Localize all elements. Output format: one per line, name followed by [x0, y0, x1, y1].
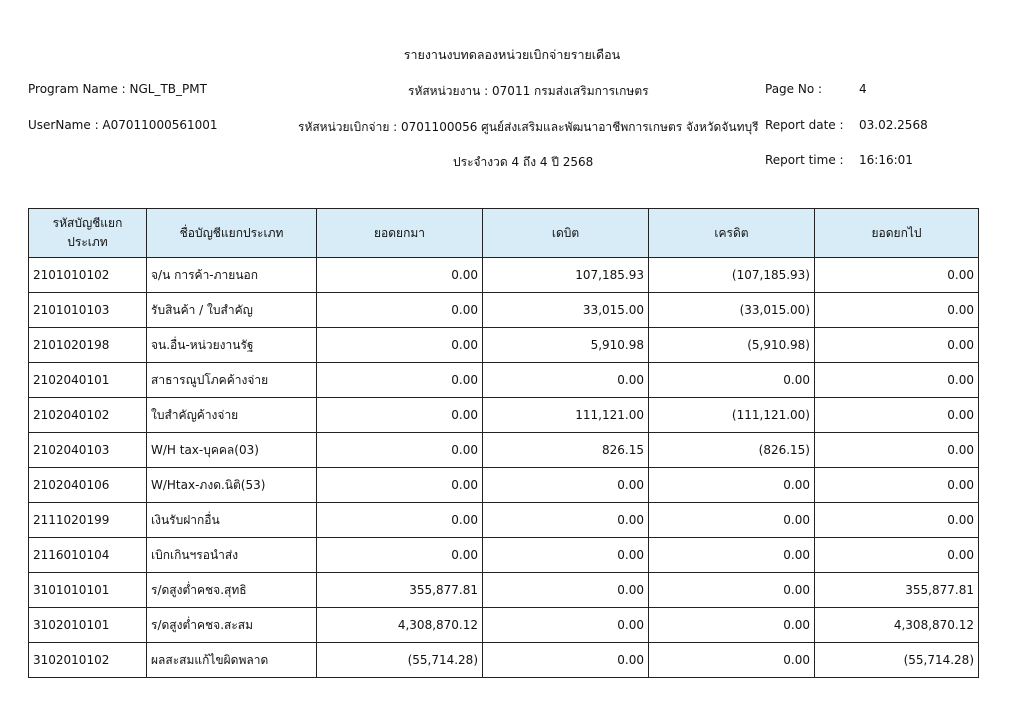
- account-code: 2111020199: [29, 503, 147, 538]
- account-code: 2101010102: [29, 258, 147, 293]
- table-row: [29, 433, 979, 468]
- report-title: รายงานงบทดลองหน่วยเบิกจ่ายรายเดือน: [403, 47, 621, 62]
- column-header: เครดิต: [649, 209, 815, 258]
- credit: (33,015.00): [649, 293, 815, 328]
- account-name: ร/ดสูงต่ำคชจ.สุทธิ: [147, 573, 317, 608]
- page-no-value: 4: [859, 82, 867, 96]
- table-row: [29, 363, 979, 398]
- credit: 0.00: [649, 468, 815, 503]
- debit: 107,185.93: [483, 258, 649, 293]
- report-date-value: 03.02.2568: [859, 118, 928, 132]
- account-name: W/H tax-บุคคล(03): [147, 433, 317, 468]
- account-name: เบิกเกินฯรอนำส่ง: [147, 538, 317, 573]
- opening-balance: 0.00: [317, 328, 483, 363]
- table-row: [29, 328, 979, 363]
- credit: 0.00: [649, 503, 815, 538]
- closing-balance: 0.00: [815, 258, 979, 293]
- table-row: [29, 258, 979, 293]
- page-no-label: Page No :: [765, 82, 823, 96]
- account-code: 3101010101: [29, 573, 147, 608]
- debit: 0.00: [483, 363, 649, 398]
- agency-code: รหัสหน่วยงาน : 07011 กรมส่งเสริมการเกษตร: [408, 84, 649, 98]
- account-code: 2102040102: [29, 398, 147, 433]
- account-code: 2101010103: [29, 293, 147, 328]
- trial-balance-table: [28, 208, 979, 678]
- debit: 5,910.98: [483, 328, 649, 363]
- report-time-value: 16:16:01: [859, 153, 913, 167]
- account-code: 2116010104: [29, 538, 147, 573]
- debit: 0.00: [483, 573, 649, 608]
- table-row: [29, 643, 979, 678]
- account-name: ใบสำคัญค้างจ่าย: [147, 398, 317, 433]
- account-name: W/Htax-ภงด.นิติ(53): [147, 468, 317, 503]
- debit: 111,121.00: [483, 398, 649, 433]
- report-date-label: Report date :: [765, 118, 844, 132]
- closing-balance: 355,877.81: [815, 573, 979, 608]
- opening-balance: 0.00: [317, 293, 483, 328]
- closing-balance: 0.00: [815, 503, 979, 538]
- debit: 33,015.00: [483, 293, 649, 328]
- program-name: Program Name : NGL_TB_PMT: [28, 82, 207, 96]
- opening-balance: 0.00: [317, 503, 483, 538]
- opening-balance: 355,877.81: [317, 573, 483, 608]
- table-row: [29, 503, 979, 538]
- closing-balance: 0.00: [815, 398, 979, 433]
- closing-balance: 0.00: [815, 293, 979, 328]
- account-code: 3102010102: [29, 643, 147, 678]
- account-name: จ/น การค้า-ภายนอก: [147, 258, 317, 293]
- credit: (107,185.93): [649, 258, 815, 293]
- closing-balance: 0.00: [815, 328, 979, 363]
- opening-balance: 0.00: [317, 433, 483, 468]
- closing-balance: (55,714.28): [815, 643, 979, 678]
- debit: 0.00: [483, 468, 649, 503]
- account-name: ร/ดสูงต่ำคชจ.สะสม: [147, 608, 317, 643]
- account-name: ผลสะสมแก้ไขผิดพลาด: [147, 643, 317, 678]
- account-code: 2101020198: [29, 328, 147, 363]
- report-time-label: Report time :: [765, 153, 844, 167]
- account-code: 2102040101: [29, 363, 147, 398]
- debit: 0.00: [483, 608, 649, 643]
- credit: 0.00: [649, 363, 815, 398]
- column-header: เดบิต: [483, 209, 649, 258]
- account-name: รับสินค้า / ใบสำคัญ: [147, 293, 317, 328]
- disbursing-unit: รหัสหน่วยเบิกจ่าย : 0701100056 ศูนย์ส่งเสริมและพัฒนาอาชีพการเกษตร จังหวัดจันทบุรี: [298, 120, 759, 134]
- table-row: [29, 608, 979, 643]
- table-header-row: [29, 209, 979, 258]
- closing-balance: 0.00: [815, 433, 979, 468]
- opening-balance: 4,308,870.12: [317, 608, 483, 643]
- credit: 0.00: [649, 608, 815, 643]
- debit: 0.00: [483, 503, 649, 538]
- credit: (111,121.00): [649, 398, 815, 433]
- column-header: ยอดยกไป: [815, 209, 979, 258]
- account-code: 3102010101: [29, 608, 147, 643]
- table-row: [29, 573, 979, 608]
- credit: 0.00: [649, 538, 815, 573]
- account-name: เงินรับฝากอื่น: [147, 503, 317, 538]
- column-header: รหัสบัญชีแยกประเภท: [29, 209, 147, 258]
- table-row: [29, 293, 979, 328]
- closing-balance: 4,308,870.12: [815, 608, 979, 643]
- report-period: ประจำงวด 4 ถึง 4 ปี 2568: [453, 155, 594, 169]
- opening-balance: 0.00: [317, 538, 483, 573]
- opening-balance: (55,714.28): [317, 643, 483, 678]
- debit: 0.00: [483, 643, 649, 678]
- table-row: [29, 538, 979, 573]
- debit: 0.00: [483, 538, 649, 573]
- account-name: สาธารณูปโภคค้างจ่าย: [147, 363, 317, 398]
- account-name: จน.อื่น-หน่วยงานรัฐ: [147, 328, 317, 363]
- credit: 0.00: [649, 643, 815, 678]
- column-header: ชื่อบัญชีแยกประเภท: [147, 209, 317, 258]
- opening-balance: 0.00: [317, 468, 483, 503]
- debit: 826.15: [483, 433, 649, 468]
- credit: (5,910.98): [649, 328, 815, 363]
- column-header: ยอดยกมา: [317, 209, 483, 258]
- opening-balance: 0.00: [317, 258, 483, 293]
- account-code: 2102040106: [29, 468, 147, 503]
- closing-balance: 0.00: [815, 468, 979, 503]
- credit: (826.15): [649, 433, 815, 468]
- account-code: 2102040103: [29, 433, 147, 468]
- user-name: UserName : A07011000561001: [28, 118, 218, 132]
- closing-balance: 0.00: [815, 363, 979, 398]
- credit: 0.00: [649, 573, 815, 608]
- table-row: [29, 398, 979, 433]
- closing-balance: 0.00: [815, 538, 979, 573]
- opening-balance: 0.00: [317, 363, 483, 398]
- table-row: [29, 468, 979, 503]
- opening-balance: 0.00: [317, 398, 483, 433]
